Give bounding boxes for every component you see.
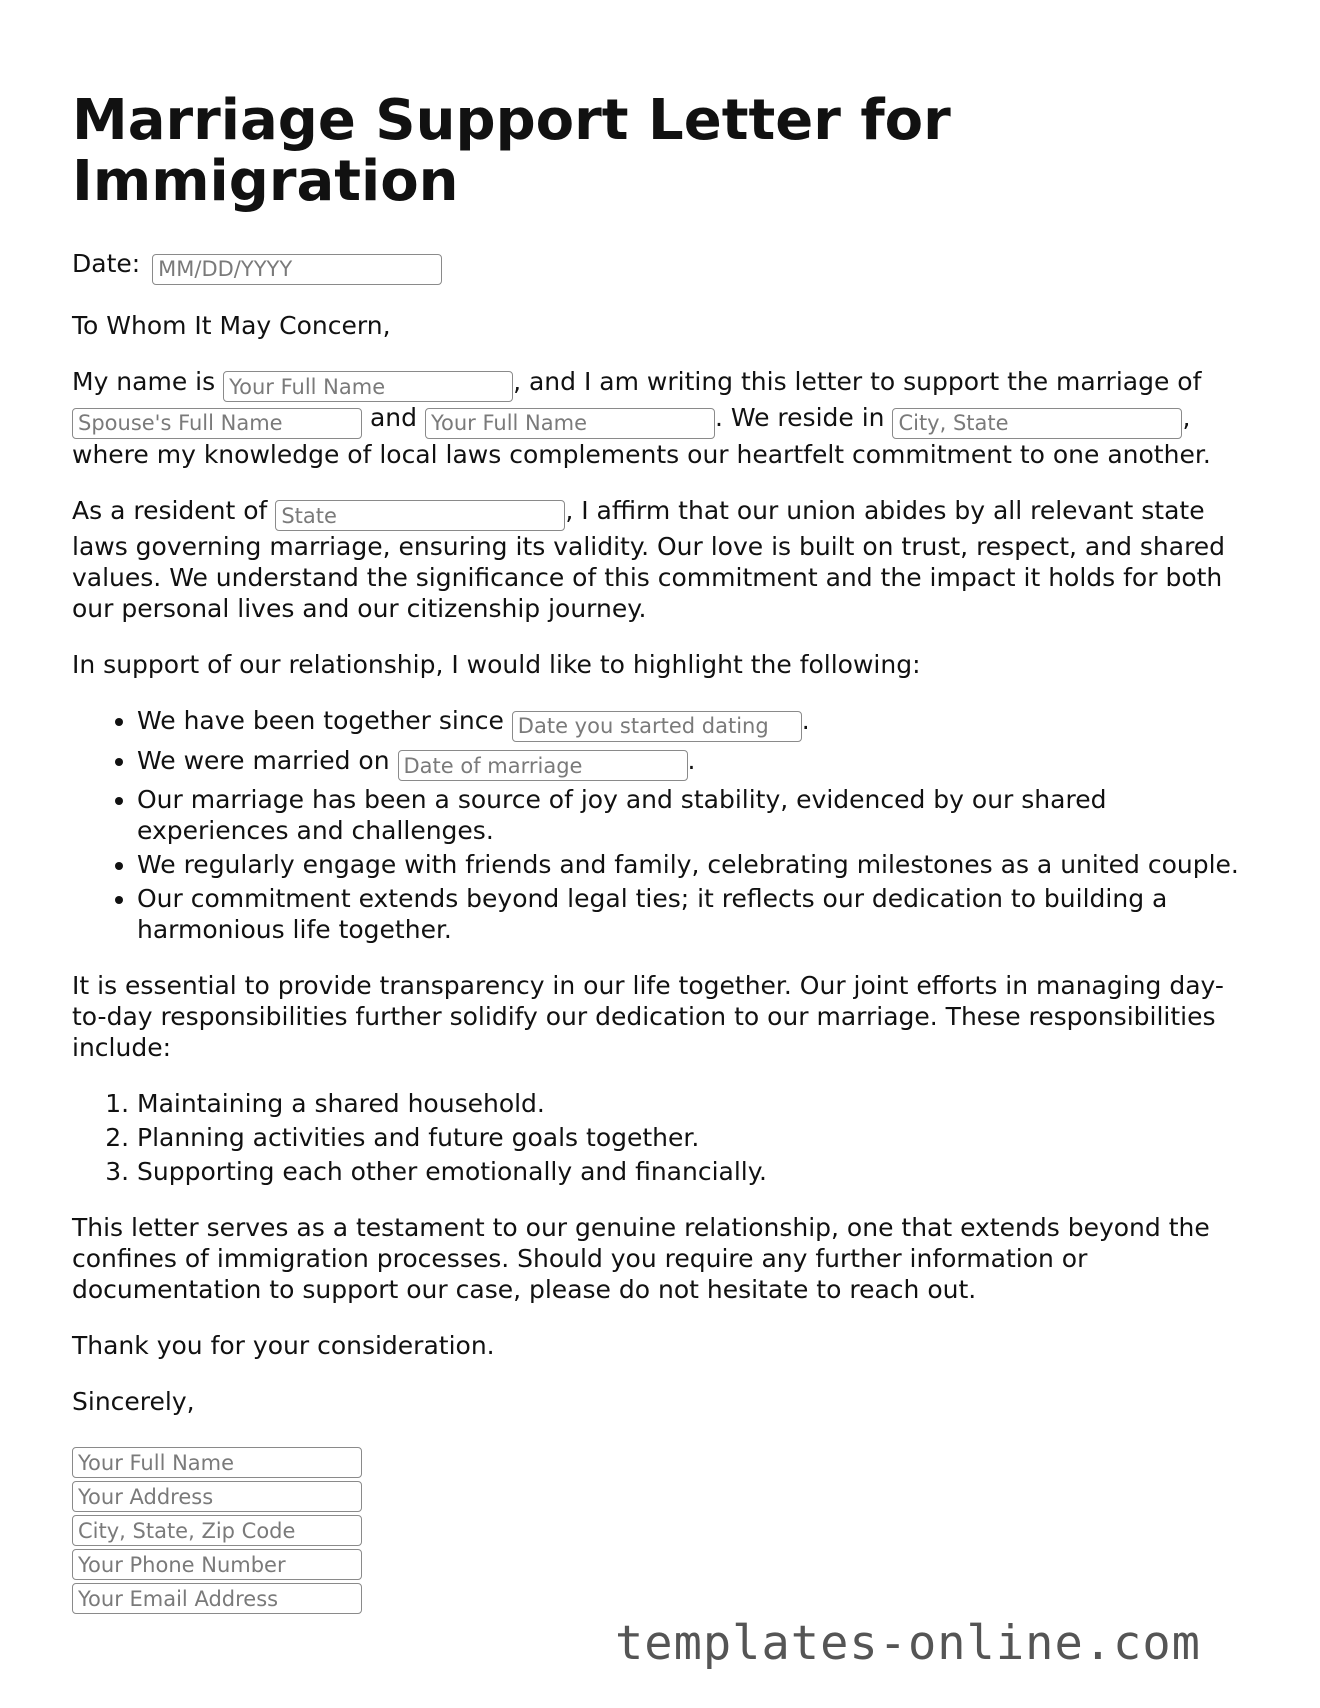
period: . <box>801 706 810 735</box>
spouse-name-input[interactable] <box>72 408 362 439</box>
list-item: • We regularly engage with friends and family, celebrating milestones as a united couple. <box>137 849 1252 880</box>
thanks-line: Thank you for your consideration. <box>72 1331 495 1360</box>
intro-text-3: and <box>369 403 417 432</box>
intro-paragraph <box>72 366 1252 470</box>
date-line <box>72 248 1252 285</box>
testament-paragraph: This letter serves as a testament to our genuine relationship, one that extends beyond the confines of immigration processes. Should you require any further information or documentation to support our case, please do not hesitate to reach out. <box>72 1213 1210 1304</box>
page-title: Marriage Support Letter for Immigration <box>72 88 951 214</box>
letter-page <box>72 90 1252 1614</box>
watermark: templates-online.com <box>615 1616 1201 1671</box>
together-since-text: We have been together since <box>137 706 504 735</box>
signature-city-input[interactable] <box>72 1515 362 1546</box>
marriage-date-input[interactable] <box>398 750 688 781</box>
city-state-input[interactable] <box>892 408 1182 439</box>
list-item <box>137 745 1252 782</box>
list-item: • Our marriage has been a source of joy and stability, evidenced by our shared experiences and challenges. <box>137 784 1252 846</box>
signature-email-input[interactable] <box>72 1583 362 1614</box>
support-list <box>72 705 1252 945</box>
residency-text-1: As a resident of <box>72 495 268 525</box>
residency-text-2: , I affirm that our union abides by all relevant state laws governing marriage, ensuring its validity. Our love is built on trust, respect, and shared values. We understand the significance of this commitment and the impact it holds for both our personal lives and our citizenship journey. <box>72 495 1226 623</box>
intro-text-5: , where my knowledge of local laws complements our heartfelt commitment to one another. <box>72 403 1211 469</box>
date-input[interactable] <box>152 254 442 285</box>
married-on-text: We were married on <box>137 745 390 775</box>
period: . <box>687 745 696 775</box>
date-label: Date: <box>72 249 141 278</box>
list-item: 2. Planning activities and future goals together. <box>137 1122 1252 1153</box>
transparency-paragraph: It is essential to provide transparency in our life together. Our joint efforts in managing day-to-day responsibilities further solidify our dedication to our marriage. These responsibilities include: <box>72 971 1224 1062</box>
intro-text-4: . We reside in <box>714 403 885 432</box>
intro-text-1: My name is <box>72 366 216 396</box>
signature-block <box>72 1447 1252 1614</box>
signature-phone-input[interactable] <box>72 1549 362 1580</box>
salutation: To Whom It May Concern, <box>72 310 391 340</box>
signature-name-input[interactable] <box>72 1447 362 1478</box>
list-item: 1. Maintaining a shared household. <box>137 1088 1252 1119</box>
intro-text-2: , and I am writing this letter to support the marriage of <box>513 366 1202 396</box>
closing-line: Sincerely, <box>72 1387 195 1416</box>
full-name-input[interactable] <box>223 371 513 402</box>
state-input[interactable] <box>275 500 565 531</box>
dating-date-input[interactable] <box>512 711 802 742</box>
support-intro: In support of our relationship, I would like to highlight the following: <box>72 650 921 679</box>
list-item: 3. Supporting each other emotionally and financially. <box>137 1156 1252 1187</box>
list-item: • Our commitment extends beyond legal ties; it reflects our dedication to building a harmonious life together. <box>137 883 1252 945</box>
list-item <box>137 705 1252 742</box>
signature-address-input[interactable] <box>72 1481 362 1512</box>
responsibilities-list <box>72 1088 1252 1187</box>
full-name-input-2[interactable] <box>425 408 715 439</box>
residency-paragraph <box>72 495 1252 625</box>
